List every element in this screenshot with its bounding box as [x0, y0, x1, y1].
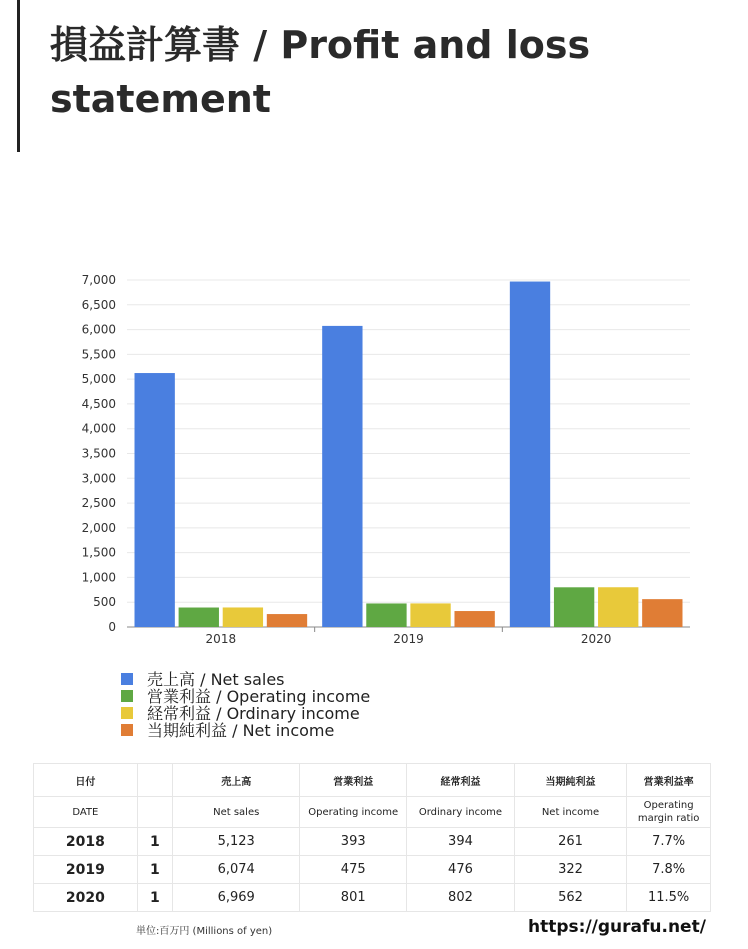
page-title: 損益計算書 / Profit and loss statement: [50, 23, 591, 121]
y-tick-label: 500: [93, 595, 116, 610]
table-cell: 476: [407, 856, 515, 884]
bar: [179, 608, 219, 627]
bar: [642, 599, 682, 627]
table-cell: 7.8%: [627, 856, 711, 884]
y-tick-label: 2,500: [81, 496, 116, 511]
y-tick-label: 3,000: [81, 471, 116, 486]
chart-legend: [121, 670, 370, 738]
bar: [267, 614, 307, 627]
unit-note: 単位:百万円 (Millions of yen): [136, 926, 273, 937]
x-tick-label: 2020: [580, 632, 612, 646]
bar: [223, 607, 263, 627]
table-header-cell: Operating margin ratio: [627, 797, 711, 828]
table-header-row-jp: [34, 764, 711, 797]
table-cell: 802: [407, 884, 515, 912]
legend-swatch: [121, 690, 133, 702]
y-tick-label: 7,000: [81, 273, 116, 287]
table-header-row-en: [34, 797, 711, 828]
y-tick-label: 4,500: [81, 396, 116, 411]
table-cell: 6,074: [173, 856, 300, 884]
table-cell: 1: [137, 856, 172, 884]
table-header-cell: 営業利益: [300, 764, 407, 797]
table-cell: 2018: [34, 828, 138, 856]
bar: [366, 603, 406, 627]
legend-label: 売上高 / Net sales: [147, 670, 285, 689]
bar: [554, 587, 594, 627]
legend-label: 当期純利益 / Net income: [147, 721, 335, 740]
table-cell: 7.7%: [627, 828, 711, 856]
table-cell: 2020: [34, 884, 138, 912]
table-cell: 562: [514, 884, 626, 912]
legend-label: 経常利益 / Ordinary income: [147, 704, 360, 723]
bar-chart: [0, 265, 748, 655]
table-row: [34, 884, 711, 912]
y-tick-label: 1,000: [81, 570, 116, 585]
y-tick-label: 4,000: [81, 421, 116, 436]
table-cell: 394: [407, 828, 515, 856]
table-header-cell: 日付: [34, 764, 138, 797]
bar: [454, 611, 494, 627]
table-cell: 1: [137, 828, 172, 856]
bar: [510, 282, 550, 627]
table-cell: 5,123: [173, 828, 300, 856]
table-header-cell: DATE: [34, 797, 138, 828]
legend-item: [121, 721, 370, 738]
table-cell: 1: [137, 884, 172, 912]
y-tick-label: 2,000: [81, 520, 116, 535]
table-header-cell: Net income: [514, 797, 626, 828]
legend-label: 営業利益 / Operating income: [147, 687, 371, 706]
bar: [322, 326, 362, 627]
source-url: https://gurafu.net/: [528, 917, 706, 937]
y-tick-label: 0: [108, 620, 116, 634]
table-header-cell: Ordinary income: [407, 797, 515, 828]
table-header-cell: [137, 764, 172, 797]
x-tick-label: 2019: [393, 632, 424, 646]
y-tick-label: 5,000: [81, 372, 116, 387]
y-tick-label: 3,500: [81, 446, 116, 461]
legend-swatch: [121, 707, 133, 719]
table-header-cell: 経常利益: [407, 764, 515, 797]
table-header-cell: 当期純利益: [514, 764, 626, 797]
table-cell: 322: [514, 856, 626, 884]
x-tick-label: 2018: [205, 632, 237, 646]
table-header-cell: 営業利益率: [627, 764, 711, 797]
table-header-cell: [137, 797, 172, 828]
table-row: [34, 856, 711, 884]
table-cell: 801: [300, 884, 407, 912]
table-cell: 2019: [34, 856, 138, 884]
table-cell: 393: [300, 828, 407, 856]
table-header-cell: 売上高: [173, 764, 300, 797]
bar: [135, 373, 175, 627]
table-cell: 11.5%: [627, 884, 711, 912]
legend-swatch: [121, 673, 133, 685]
table-header-cell: Operating income: [300, 797, 407, 828]
bar: [598, 587, 638, 627]
table-cell: 475: [300, 856, 407, 884]
y-tick-label: 6,500: [81, 297, 116, 312]
legend-swatch: [121, 724, 133, 736]
y-tick-label: 6,000: [81, 322, 116, 337]
y-tick-label: 1,500: [81, 545, 116, 560]
table-header-cell: Net sales: [173, 797, 300, 828]
y-tick-label: 5,500: [81, 347, 116, 362]
bar: [410, 603, 450, 627]
title-accent-bar: [17, 0, 20, 152]
financial-table: [33, 763, 711, 912]
table-row: [34, 828, 711, 856]
table-cell: 6,969: [173, 884, 300, 912]
table-cell: 261: [514, 828, 626, 856]
